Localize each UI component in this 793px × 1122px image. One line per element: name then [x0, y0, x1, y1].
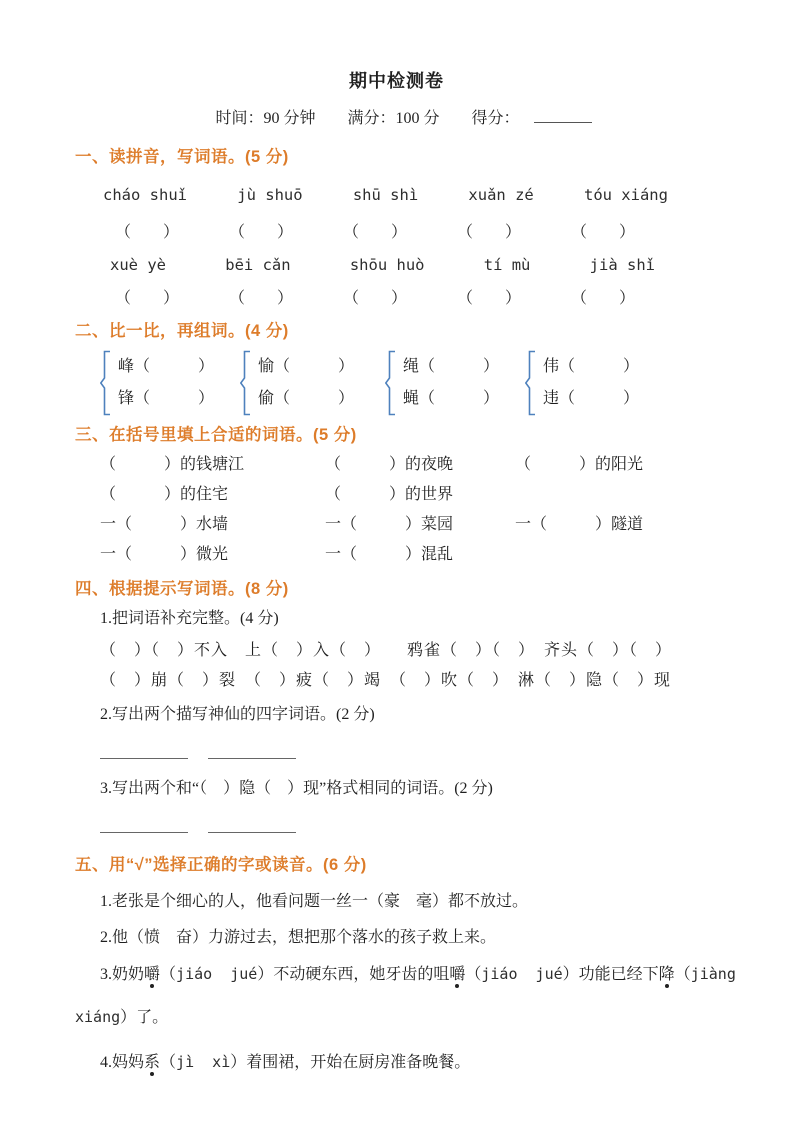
fill-phrase: （ ）的阳光 [515, 456, 644, 473]
pinyin-row-2 [110, 254, 655, 276]
pinyin-text: jiàng [690, 965, 736, 983]
text-segment: （ [465, 966, 482, 983]
answer-paren: （ ） [456, 224, 521, 241]
fill-phrase: （ ）的住宅 [100, 486, 229, 503]
fill-phrase: 一（ ）菜园 [325, 516, 454, 533]
pinyin-word: shū shì [352, 186, 419, 204]
section5-item3-line2 [75, 1005, 765, 1030]
pinyin-word: jià shǐ [589, 256, 655, 274]
answer-paren: （ ） [342, 290, 407, 307]
section5-item4 [100, 1050, 765, 1075]
compare-word-bottom: 蝇（ ） [403, 390, 500, 407]
compare-words-row [100, 350, 765, 416]
score-label: 得分： [471, 110, 520, 127]
fill-phrase: 一（ ）隧道 [515, 516, 644, 533]
compare-word-bottom: 偷（ ） [258, 390, 355, 407]
answer-blank-line [100, 820, 188, 833]
page-title: 期中检测卷 [349, 71, 444, 91]
compare-word-bottom: 锋（ ） [118, 390, 215, 407]
answer-blank-row [100, 744, 765, 760]
section3-heading: 三、在括号里填上合适的词语。(5 分) [75, 426, 357, 444]
fill-phrase-row [100, 484, 765, 506]
answer-blank-row [100, 818, 765, 834]
pinyin-row-1 [103, 184, 668, 206]
emphasized-char: 系 [144, 1054, 161, 1071]
emphasized-char: 嚼 [144, 966, 161, 983]
compare-group [240, 350, 385, 416]
text-segment: （ [160, 966, 177, 983]
pinyin-text: jiáo jué [176, 965, 258, 983]
section1-heading: 一、读拼音，写词语。(5 分) [75, 148, 289, 166]
compare-group [100, 350, 240, 416]
compare-word-top: 伟（ ） [543, 358, 640, 375]
answer-blank-line [100, 746, 188, 759]
answer-paren-row-2 [115, 288, 635, 310]
fill-phrase-row [100, 544, 765, 566]
time-label: 时间：90 分钟 [215, 110, 316, 127]
section4-item2: 2.写出两个描写神仙的四字词语。(2 分) [100, 706, 375, 723]
text-segment: （ [160, 1054, 177, 1071]
pinyin-word: jù shuō [237, 186, 303, 204]
score-blank-line [534, 110, 592, 123]
compare-group [385, 350, 525, 416]
answer-paren: （ ） [115, 290, 180, 307]
section5-heading: 五、用“√”选择正确的字或读音。(6 分) [75, 856, 367, 874]
answer-paren: （ ） [115, 224, 180, 241]
compare-group [525, 350, 639, 416]
answer-blank-line [208, 746, 296, 759]
pinyin-word: tí mù [483, 256, 531, 274]
pinyin-word: xuè yè [110, 256, 166, 274]
pinyin-text: jì xì [176, 1053, 231, 1071]
compare-word-bottom: 违（ ） [543, 390, 640, 407]
pinyin-word: bēi cǎn [225, 256, 291, 274]
answer-paren: （ ） [570, 224, 635, 241]
fill-phrase: 一（ ）混乱 [325, 546, 454, 563]
text-segment: （ [674, 966, 691, 983]
section4-item3: 3.写出两个和“（ ）隐（ ）现”格式相同的词语。(2 分) [100, 780, 493, 797]
text-segment: 3.奶奶 [100, 966, 145, 983]
fill-phrase: （ ）的钱塘江 [100, 456, 245, 473]
section4-heading: 四、根据提示写词语。(8 分) [75, 580, 289, 598]
pinyin-word: shōu huò [349, 256, 425, 274]
section5-item1: 1.老张是个细心的人，他看问题一丝一（豪 毫）都不放过。 [100, 893, 529, 910]
exam-info-line [75, 108, 718, 130]
fill-phrase: 一（ ）水墙 [100, 516, 229, 533]
pinyin-word: tóu xiáng [583, 186, 668, 204]
section4-item1: 1.把词语补充完整。(4 分) [100, 610, 279, 627]
full-score-label: 满分：100 分 [347, 110, 440, 127]
fill-phrase-row [100, 514, 765, 536]
emphasized-char: 嚼 [449, 966, 466, 983]
fill-phrase-row [100, 454, 765, 476]
pinyin-word: xuǎn zé [468, 186, 534, 204]
compare-word-top: 峰（ ） [118, 358, 215, 375]
text-segment: ）不动硬东西，她牙齿的咀 [257, 966, 450, 983]
left-brace-icon [385, 350, 396, 416]
answer-paren: （ ） [342, 224, 407, 241]
pinyin-text: xiáng [75, 1008, 121, 1026]
pinyin-text: jiáo jué [481, 965, 563, 983]
text-segment: ）功能已经下 [562, 966, 659, 983]
fill-phrase: （ ）的夜晚 [325, 456, 454, 473]
left-brace-icon [100, 350, 111, 416]
answer-paren: （ ） [456, 290, 521, 307]
compare-word-top: 愉（ ） [258, 358, 355, 375]
section2-heading: 二、比一比，再组词。(4 分) [75, 322, 289, 340]
fill-phrase: （ ）的世界 [325, 486, 454, 503]
idiom-fill-row-2: （ ）崩（ ）裂 （ ）疲（ ）竭 （ ）吹（ ） 淋（ ）隐（ ）现 [100, 672, 672, 689]
left-brace-icon [240, 350, 251, 416]
answer-blank-line [208, 820, 296, 833]
answer-paren: （ ） [570, 290, 635, 307]
answer-paren-row-1 [115, 222, 635, 244]
text-segment: ）了。 [120, 1009, 169, 1026]
section5-item2: 2.他（愤 奋）力游过去，想把那个落水的孩子救上来。 [100, 929, 497, 946]
answer-paren: （ ） [228, 224, 293, 241]
section5-item3-line1 [100, 962, 765, 987]
text-segment: 4.妈妈 [100, 1054, 145, 1071]
answer-paren: （ ） [228, 290, 293, 307]
idiom-fill-row-1: （ ）（ ）不入 上（ ）入（ ） 鸦雀（ ）（ ） 齐头（ ）（ ） [100, 642, 673, 659]
fill-phrase: 一（ ）微光 [100, 546, 229, 563]
text-segment: ）着围裙，开始在厨房准备晚餐。 [230, 1054, 471, 1071]
emphasized-char: 降 [658, 966, 675, 983]
pinyin-word: cháo shuǐ [103, 186, 187, 204]
compare-word-top: 绳（ ） [403, 358, 500, 375]
left-brace-icon [525, 350, 536, 416]
